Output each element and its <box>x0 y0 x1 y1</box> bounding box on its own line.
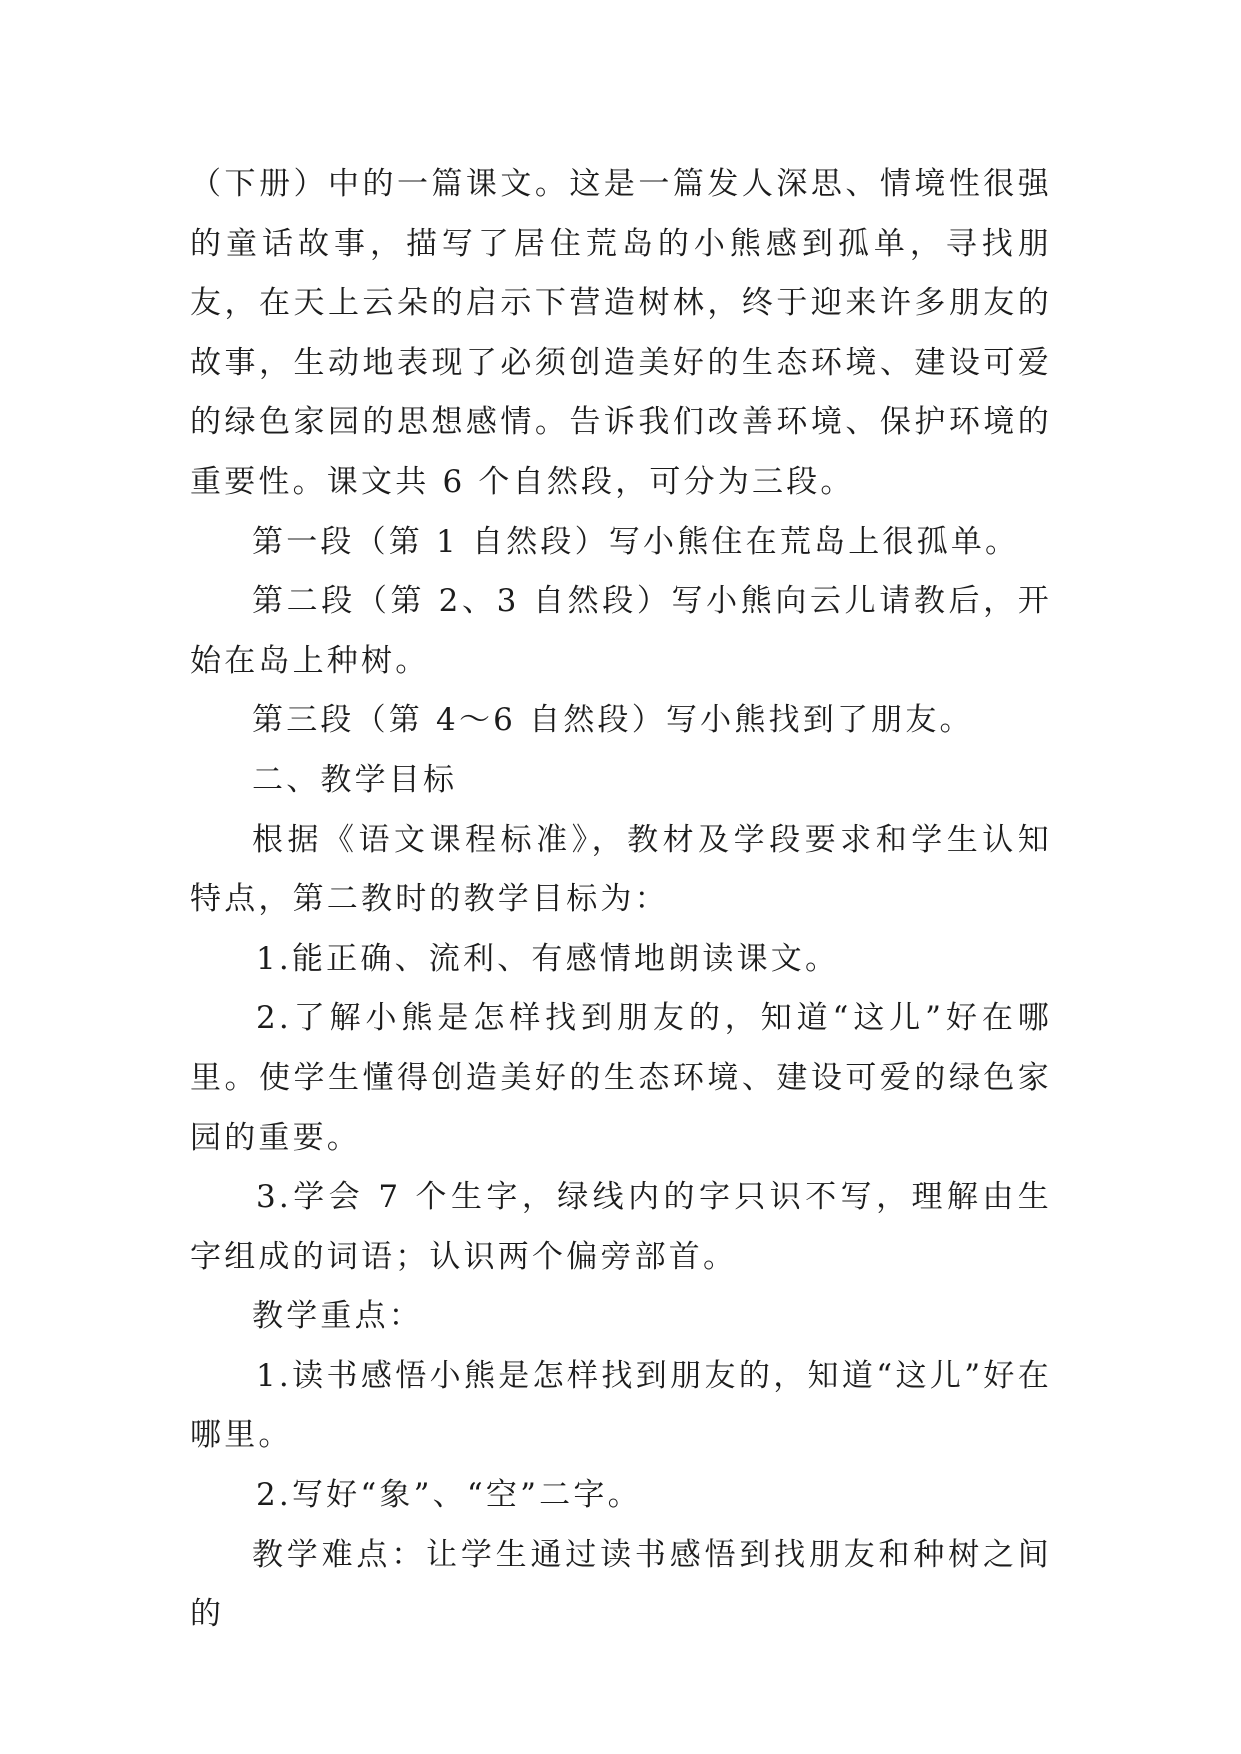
key-point-1: 1.读书感悟小熊是怎样找到朋友的，知道“这儿”好在哪里。 <box>190 1357 1052 1454</box>
teaching-difficulty: 教学难点：让学生通过读书感悟到找朋友和种树之间的 <box>190 1536 1052 1633</box>
teaching-goal-1: 1.能正确、流利、有感情地朗读课文。 <box>256 940 840 977</box>
key-point-2: 2.写好“象”、“空”二字。 <box>256 1477 642 1514</box>
teaching-goal-3: 3.学会 7 个生字，绿线内的字只识不写，理解由生字组成的词语；认识两个偏旁部首。 <box>190 1179 1052 1275</box>
teaching-goals-intro: 根据《语文课程标准》，教材及学段要求和学生认知特点，第二教时的教学目标为： <box>190 821 1052 918</box>
section-one-paragraph: 第一段（第 1 自然段）写小熊住在荒岛上很孤单。 <box>252 523 1020 560</box>
intro-paragraph: （下册）中的一篇课文。这是一篇发人深思、情境性很强的童话故事，描写了居住荒岛的小熊感到孤单，寻找朋友，在天上云朵的启示下营造树林，终于迎来许多朋友的故事，生动地表现了必须创造美好的生态环境、建设可爱的绿色家园的思想感情。告诉我们改善环境、保护环境的重要性。课文共 6 个自然段，可分为三段。 <box>190 166 1052 500</box>
document-body <box>190 155 1052 1645</box>
teaching-goals-heading: 二、教学目标 <box>252 761 458 798</box>
key-points-heading: 教学重点： <box>252 1298 423 1335</box>
section-three-paragraph: 第三段（第 4～6 自然段）写小熊找到了朋友。 <box>252 702 974 739</box>
section-two-paragraph: 第二段（第 2、3 自然段）写小熊向云儿请教后，开始在岛上种树。 <box>190 583 1052 679</box>
teaching-goal-2: 2.了解小熊是怎样找到朋友的，知道“这儿”好在哪里。使学生懂得创造美好的生态环境、建设可爱的绿色家园的重要。 <box>190 1000 1052 1156</box>
